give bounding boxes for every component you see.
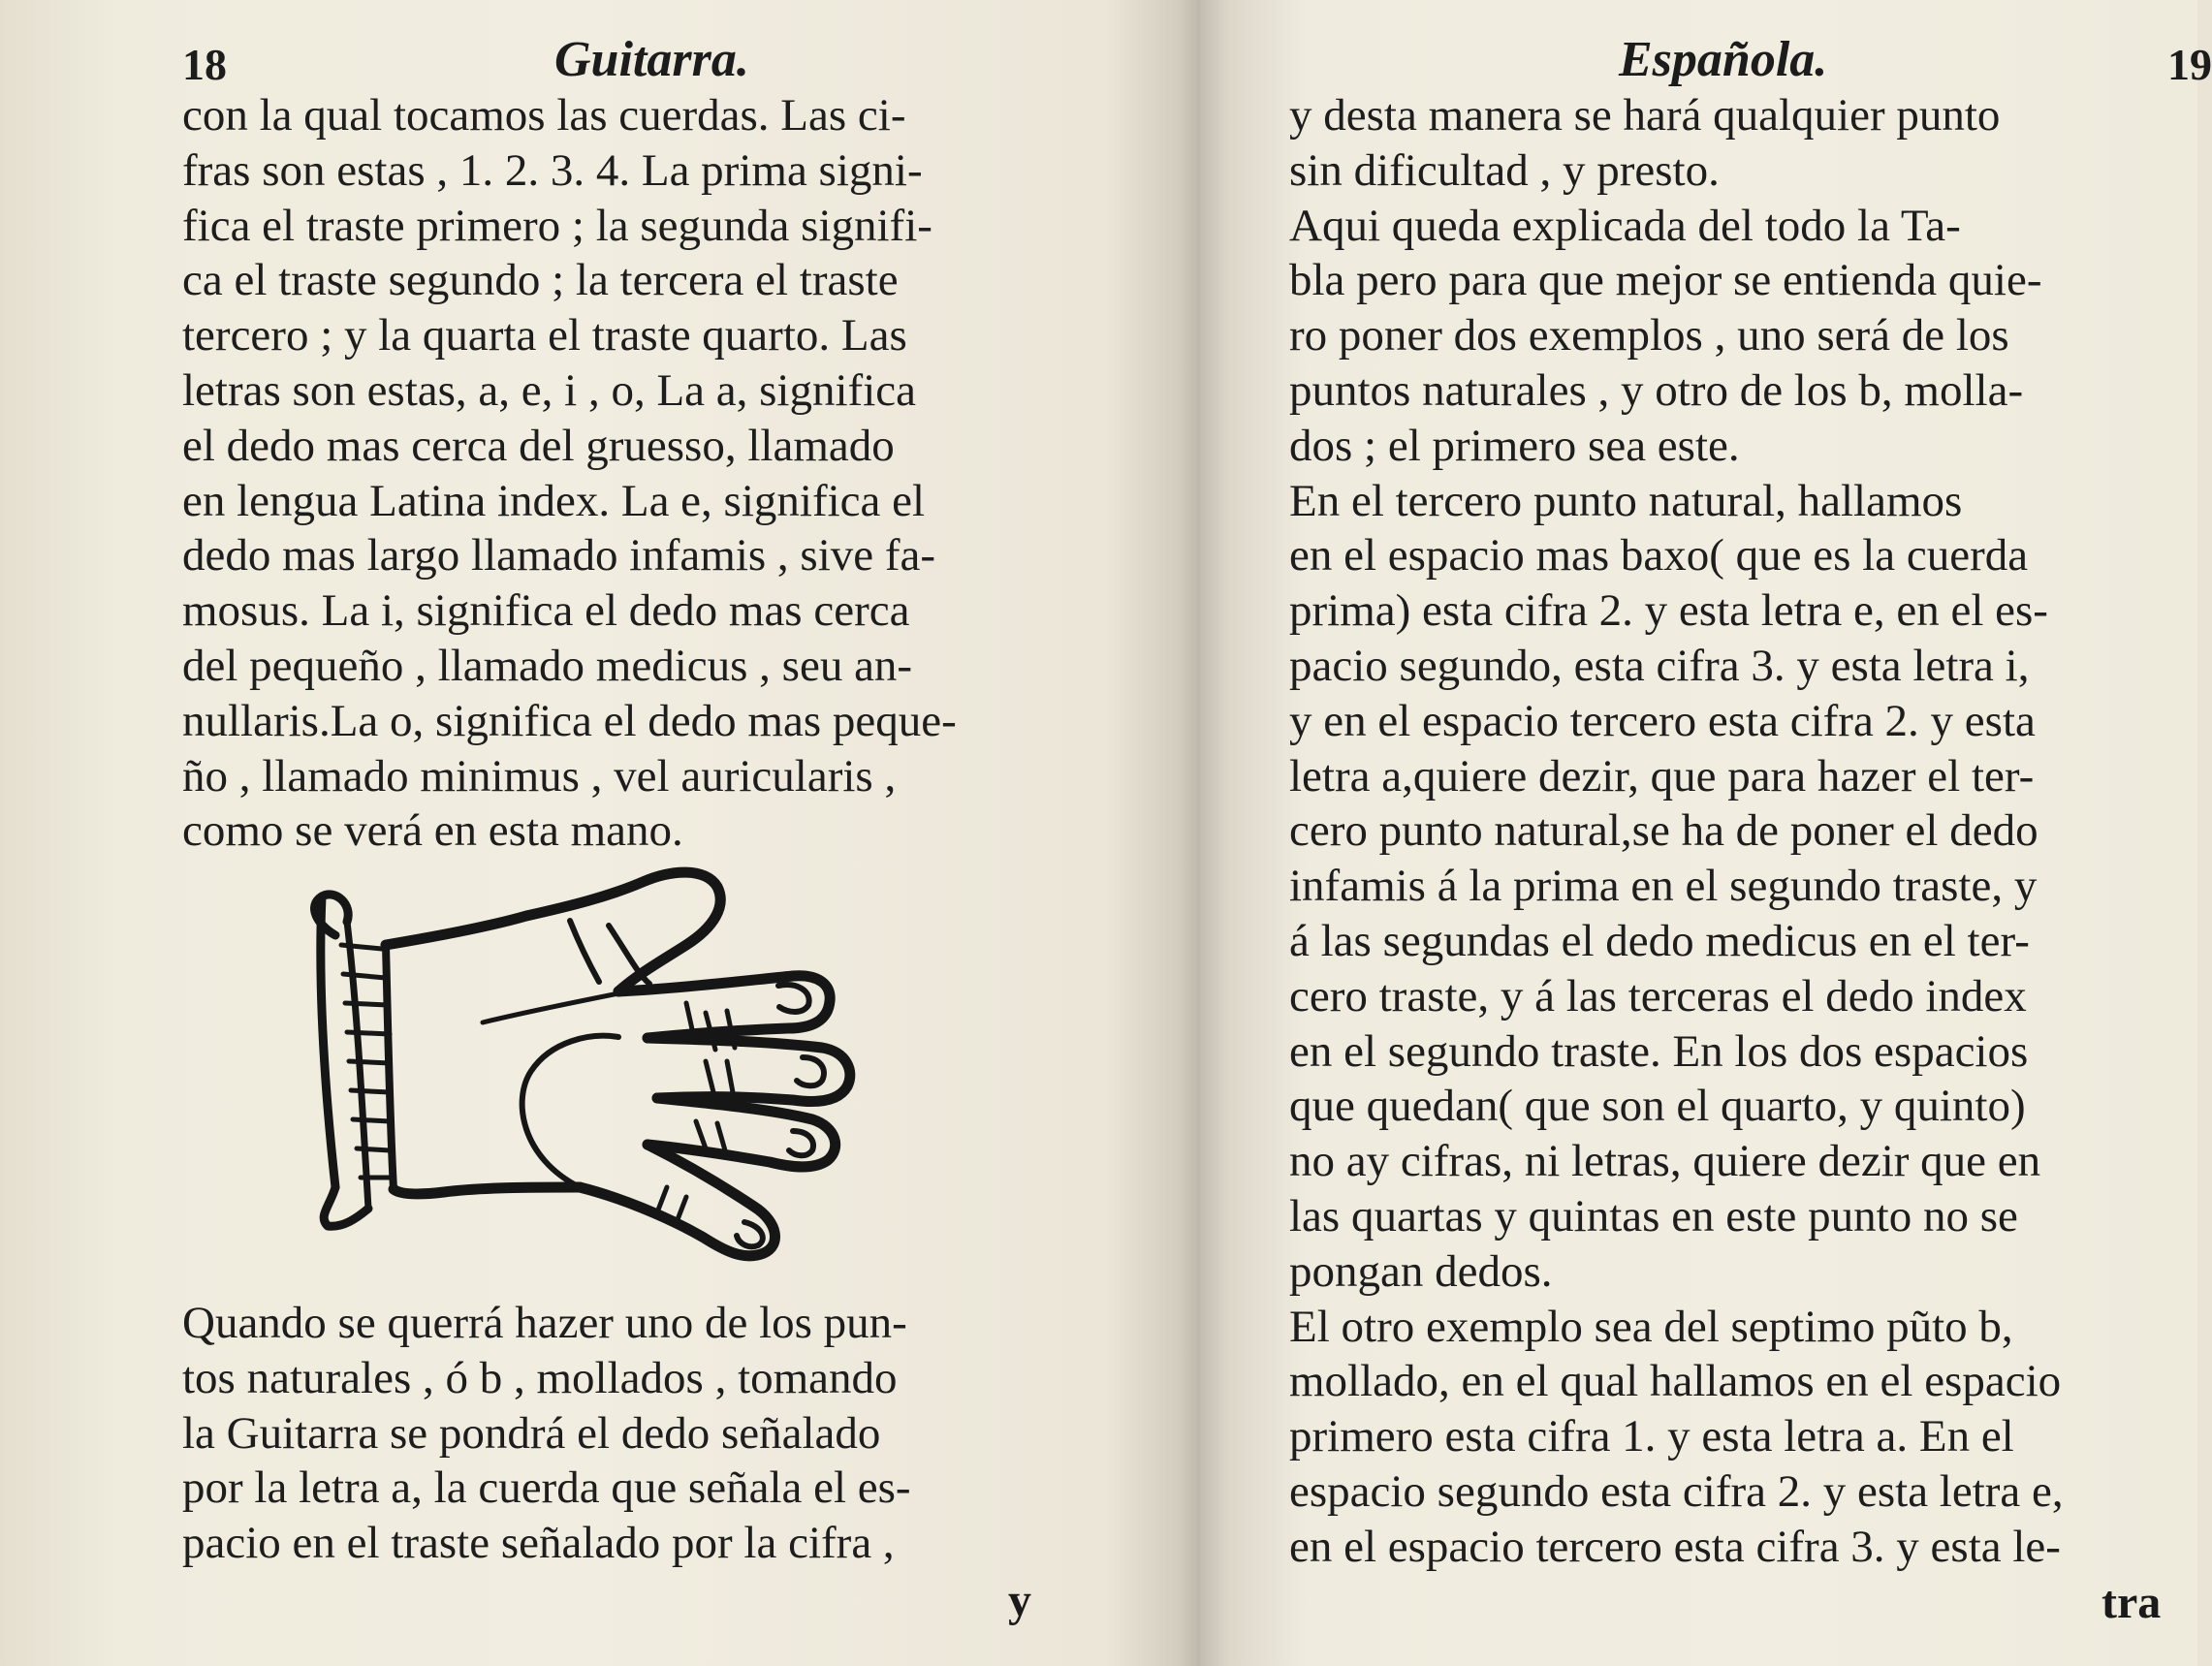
- text-line: mosus. La i, significa el dedo mas cerca: [182, 585, 910, 637]
- text-line: Aqui queda explicada del todo la Ta-: [1289, 200, 1961, 251]
- text-line: pongan dedos.: [1289, 1245, 1553, 1297]
- running-head: Española.: [1619, 32, 1828, 87]
- catchword: tra: [2101, 1577, 2162, 1628]
- text-line: como se verá en esta mano.: [182, 805, 683, 857]
- text-line: cero traste, y á las terceras el dedo index: [1289, 970, 2027, 1022]
- running-head: Guitarra.: [554, 32, 749, 87]
- left-text-block: [182, 88, 1113, 859]
- text-line: Quando se querrá hazer uno de los pun-: [182, 1298, 907, 1348]
- right-text-block: [1289, 88, 2191, 1575]
- text-line: y desta manera se hará qualquier punto: [1289, 90, 2001, 141]
- text-line: ca el traste segundo ; la tercera el traste: [182, 255, 899, 306]
- text-line: fras son estas , 1. 2. 3. 4. La prima signi-: [182, 144, 923, 196]
- text-line: mollado, en el qual hallamos en el espacio: [1289, 1356, 2062, 1407]
- text-line: dedo mas largo llamado infamis , sive fa-: [182, 530, 936, 582]
- text-line: en el espacio mas baxo( que es la cuerda: [1289, 530, 2029, 582]
- text-line: la Guitarra se pondrá el dedo señalado: [182, 1407, 881, 1459]
- page-number: 19: [2167, 40, 2212, 89]
- text-line: en lengua Latina index. La e, significa el: [182, 475, 926, 526]
- text-line: En el tercero punto natural, hallamos: [1289, 475, 1963, 526]
- text-line: ro poner dos exemplos , uno será de los: [1289, 310, 2009, 361]
- text-line: tercero ; y la quarta el traste quarto. Las: [182, 310, 907, 361]
- text-line: dos ; el primero sea este.: [1289, 420, 1740, 471]
- hand-woodcut-icon: [289, 867, 958, 1294]
- text-line: en el segundo traste. En los dos espacios: [1289, 1025, 2029, 1077]
- right-page: [1200, 0, 2212, 1666]
- text-line: por la letra a, la cuerda que señala el es-: [182, 1462, 911, 1514]
- left-text-block-after-figure: [182, 1296, 1113, 1571]
- text-line: y en el espacio tercero esta cifra 2. y esta: [1289, 695, 2036, 746]
- text-line: sin dificultad , y presto.: [1289, 144, 1720, 196]
- text-line: á las segundas el dedo medicus en el ter-: [1289, 915, 2030, 966]
- text-line: cero punto natural,se ha de poner el dedo: [1289, 805, 2038, 857]
- text-line: no ay cifras, ni letras, quiere dezir que en: [1289, 1136, 2041, 1187]
- text-line: que quedan( que son el quarto, y quinto): [1289, 1081, 2026, 1132]
- text-line: infamis á la prima en el segundo traste, y: [1289, 861, 2038, 912]
- text-line: ño , llamado minimus , vel auricularis ,: [182, 750, 897, 802]
- text-line: bla pero para que mejor se entienda quie-: [1289, 255, 2042, 306]
- text-line: el dedo mas cerca del gruesso, llamado: [182, 420, 895, 471]
- text-line: prima) esta cifra 2. y esta letra e, en el es-: [1289, 585, 2048, 637]
- text-line: pacio en el traste señalado por la cifra ,: [182, 1518, 895, 1569]
- catchword: y: [1008, 1575, 1031, 1626]
- text-line: las quartas y quintas en este punto no se: [1289, 1190, 2018, 1242]
- text-line: del pequeño , llamado medicus , seu an-: [182, 640, 913, 691]
- text-line: primero esta cifra 1. y esta letra a. En el: [1289, 1411, 2014, 1462]
- text-line: letras son estas, a, e, i , o, La a, significa: [182, 364, 916, 416]
- text-line: tos naturales , ó b , mollados , tomando: [182, 1352, 898, 1403]
- text-line: en el espacio tercero esta cifra 3. y esta le-: [1289, 1521, 2061, 1572]
- text-line: puntos naturales , y otro de los b, molla-: [1289, 364, 2024, 416]
- text-line: espacio segundo esta cifra 2. y esta letra e,: [1289, 1465, 2064, 1517]
- text-line: pacio segundo, esta cifra 3. y esta letra i,: [1289, 640, 2030, 691]
- page-number: 18: [182, 40, 227, 89]
- text-line: fica el traste primero ; la segunda signifi-: [182, 200, 932, 251]
- text-line: letra a,quiere dezir, que para hazer el ter-: [1289, 750, 2035, 802]
- text-line: con la qual tocamos las cuerdas. Las ci-: [182, 90, 906, 141]
- text-line: El otro exemplo sea del septimo pũto b,: [1289, 1301, 2013, 1352]
- text-line: nullaris.La o, significa el dedo mas peque-: [182, 695, 957, 746]
